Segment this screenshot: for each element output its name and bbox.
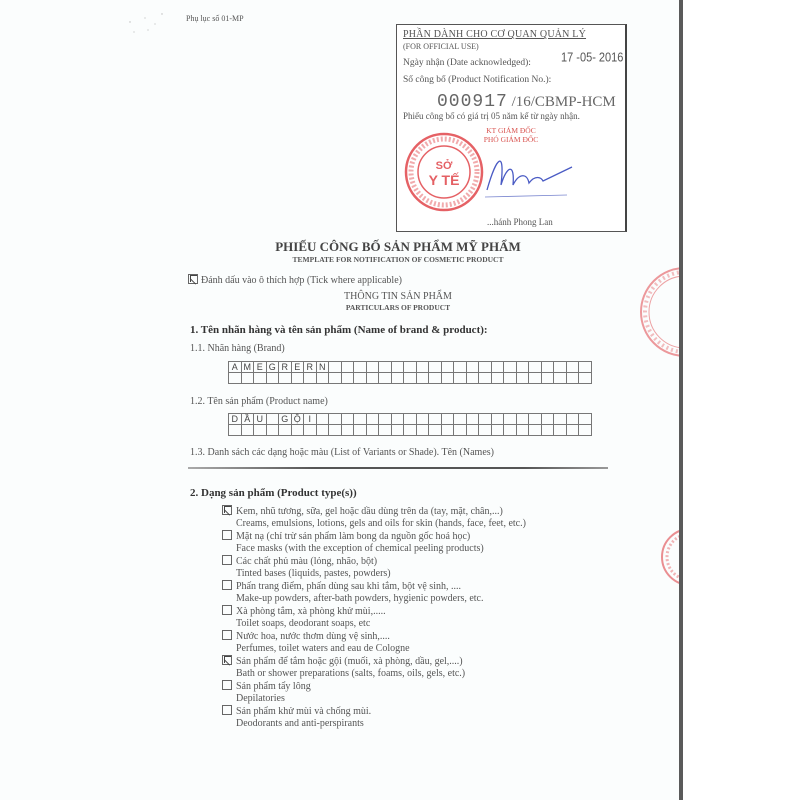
grid-cell [366, 414, 379, 425]
grid-cell: I [304, 414, 317, 425]
grid-cell [541, 414, 554, 425]
grid-cell [354, 362, 367, 373]
unchecked-box-icon [222, 530, 232, 540]
unchecked-box-icon [222, 630, 232, 640]
validity-note: Phiếu công bố có giá trị 05 năm kể từ ngày nhận. [403, 111, 580, 121]
grid-cell [354, 414, 367, 425]
background-area [683, 0, 800, 800]
product-type-item-deodorants: Sản phẩm khử mùi và chống mùi. Deodorants and anti-perspirants [222, 705, 371, 730]
grid-cell [404, 414, 417, 425]
product-name-label: 1.2. Tên sản phẩm (Product name) [190, 396, 328, 407]
grid-cell [441, 362, 454, 373]
product-name-letter-grid [228, 413, 592, 436]
grid-cell [441, 414, 454, 425]
grid-cell: U [254, 414, 267, 425]
tick-instruction-text: Đánh dấu vào ô thích hợp (Tick where applicable) [201, 275, 402, 286]
product-grid-row-bottom [229, 425, 592, 436]
title-vietnamese: PHIẾU CÔNG BỐ SẢN PHẨM MỸ PHẨM [275, 239, 521, 254]
appendix-label: Phụ lục số 01-MP [186, 14, 244, 23]
grid-cell: R [279, 362, 292, 373]
grid-cell [329, 362, 342, 373]
grid-cell [491, 362, 504, 373]
grid-cell [429, 362, 442, 373]
grid-cell [541, 362, 554, 373]
section-1-heading: 1. Tên nhãn hàng và tên sản phẩm (Name of brand & product): [190, 324, 488, 336]
checked-box-icon [188, 274, 198, 284]
grid-cell: Ầ [241, 414, 254, 425]
product-type-item-make-up-powders: Phấn trang điểm, phấn dùng sau khi tắm, bột vệ sinh, .... Make-up powders, after-bath powders, hygienic powders, etc. [222, 580, 484, 605]
unchecked-box-icon [222, 705, 232, 715]
grid-cell [416, 414, 429, 425]
grid-cell [479, 362, 492, 373]
grid-cell [466, 362, 479, 373]
tick-instruction [188, 274, 402, 286]
grid-cell [454, 414, 467, 425]
product-type-item-bath-shower: Sản phẩm để tắm hoặc gội (muối, xà phòng, dầu, gel,....) Bath or shower preparations (salts, foams, oils, gels, etc.) [222, 655, 465, 680]
grid-cell: E [254, 362, 267, 373]
product-type-item-toilet-soaps: Xà phòng tắm, xà phòng khử mùi,..... Toilet soaps, deodorant soaps, etc [222, 605, 386, 630]
grid-cell [579, 362, 592, 373]
product-grid-row-top [229, 414, 592, 425]
notification-number-label: Số công bố (Product Notification No.): [403, 75, 552, 85]
variants-label: 1.3. Danh sách các dạng hoặc màu (List of Variants or Shade). Tên (Names) [190, 447, 494, 458]
grid-cell [341, 414, 354, 425]
date-acknowledged-label: Ngày nhận (Date acknowledged): [403, 58, 531, 68]
notification-number-main: 000917 [437, 92, 508, 112]
official-use-box [396, 24, 627, 232]
grid-cell [391, 362, 404, 373]
brand-label: 1.1. Nhãn hàng (Brand) [190, 343, 285, 354]
grid-cell [404, 362, 417, 373]
grid-cell [379, 362, 392, 373]
grid-cell [479, 414, 492, 425]
grid-cell [529, 414, 542, 425]
grid-cell [454, 362, 467, 373]
official-box-title: PHẦN DÀNH CHO CƠ QUAN QUẢN LÝ [403, 29, 587, 40]
grid-cell [529, 362, 542, 373]
grid-cell [566, 362, 579, 373]
grid-cell [391, 414, 404, 425]
particulars-heading-vi: THÔNG TIN SẢN PHẨM [344, 291, 452, 302]
unchecked-box-icon [222, 555, 232, 565]
product-type-item-depilatories: Sản phẩm tẩy lông Depilatories [222, 680, 311, 705]
grid-cell [316, 414, 329, 425]
svg-text:SỞ: SỞ [435, 160, 453, 172]
signature-icon [477, 145, 577, 205]
product-type-item-tinted-bases: Các chất phủ màu (lỏng, nhão, bột) Tinted bases (liquids, pastes, powders) [222, 555, 391, 580]
grid-cell [516, 362, 529, 373]
grid-cell [504, 414, 517, 425]
sign-role-2: PHÓ GIÁM ĐỐC [483, 135, 539, 144]
date-acknowledged-value: 17 -05- 2016 [561, 50, 624, 66]
sign-role-1: KT GIÁM ĐỐC [486, 126, 536, 135]
grid-cell: R [304, 362, 317, 373]
brand-grid-row-bottom [229, 373, 592, 384]
grid-cell: D [229, 414, 242, 425]
unchecked-box-icon [222, 580, 232, 590]
grid-cell [429, 414, 442, 425]
grid-cell: M [241, 362, 254, 373]
grid-cell: N [316, 362, 329, 373]
grid-cell [566, 414, 579, 425]
signer-name: ...hánh Phong Lan [487, 217, 553, 227]
section-2-heading: 2. Dạng sản phẩm (Product type(s)) [190, 487, 357, 499]
grid-cell [554, 414, 567, 425]
grid-cell [504, 362, 517, 373]
grid-cell: Ộ [291, 414, 304, 425]
section-divider [188, 467, 608, 469]
product-type-item-face-masks: Mặt nạ (chỉ trừ sản phẩm làm bong da nguồn gốc hoá học) Face masks (with the exception of chemical peeling products) [222, 530, 484, 555]
grid-cell: E [291, 362, 304, 373]
grid-cell [366, 362, 379, 373]
checked-box-icon [222, 655, 232, 665]
grid-cell: G [266, 362, 279, 373]
scan-noise-dots [120, 10, 180, 40]
grid-cell [379, 414, 392, 425]
grid-cell: G [279, 414, 292, 425]
svg-text:Y TẾ: Y TẾ [428, 172, 460, 188]
notification-number [437, 90, 616, 112]
grid-cell [329, 414, 342, 425]
grid-cell [491, 414, 504, 425]
grid-cell [466, 414, 479, 425]
official-box-subtitle: (FOR OFFICIAL USE) [403, 42, 479, 51]
grid-cell [416, 362, 429, 373]
grid-cell [554, 362, 567, 373]
checked-box-icon [222, 505, 232, 515]
unchecked-box-icon [222, 605, 232, 615]
partial-seal-stamp-icon [660, 522, 680, 592]
brand-grid-row-top [229, 362, 592, 373]
grid-cell [579, 414, 592, 425]
notification-number-suffix: /16/CBMP-HCM [507, 94, 616, 110]
grid-cell: A [229, 362, 242, 373]
product-type-item-perfumes: Nước hoa, nước thơm dùng vệ sinh,.... Perfumes, toilet waters and eau de Cologne [222, 630, 410, 655]
unchecked-box-icon [222, 680, 232, 690]
grid-cell [266, 414, 279, 425]
grid-cell [516, 414, 529, 425]
grid-cell [341, 362, 354, 373]
product-type-item-creams: Kem, nhũ tương, sữa, gel hoặc dầu dùng trên da (tay, mặt, chân,...) Creams, emulsions, lotions, gels and oils for skin (hands, face, feet, etc.) [222, 505, 526, 530]
title-english: TEMPLATE FOR NOTIFICATION OF COSMETIC PRODUCT [292, 255, 504, 264]
partial-company-stamp-icon [640, 262, 680, 362]
particulars-heading-en: PARTICULARS OF PRODUCT [345, 303, 451, 312]
official-stamp-icon [403, 131, 485, 213]
brand-letter-grid [228, 361, 592, 384]
